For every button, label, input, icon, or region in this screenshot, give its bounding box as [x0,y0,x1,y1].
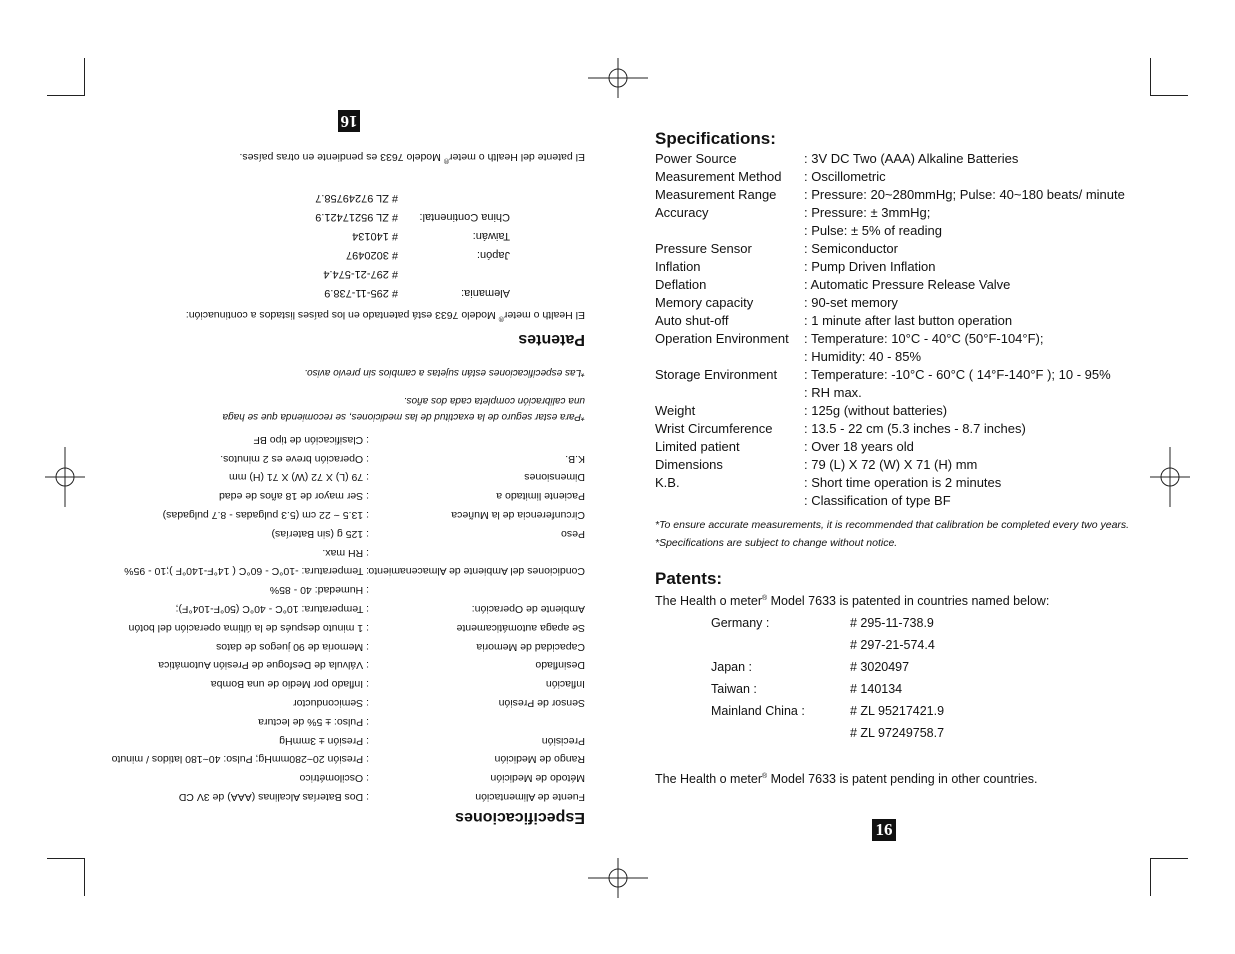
spec-row [95,656,585,675]
patent-row [95,207,585,226]
spec-label: Accuracy [655,205,709,220]
change-notice-es: *Las especificaciones están sujetas a cambios sin previo aviso. [304,367,585,379]
spec-label [369,580,585,599]
patent-row [655,634,1215,656]
spec-value: : Memoria de 90 juegos de datos [216,640,369,653]
spec-label: Inflación [545,678,585,691]
spec-value: : Operación breve es 2 minutos. [220,452,369,465]
spec-label: Operation Environment [655,331,789,346]
spec-label: Deflation [655,277,707,292]
spec-label: Sensor de Presión [498,697,585,710]
specifications-list [655,150,1215,510]
spec-row [655,438,1215,456]
spec-value: : Temperature: 10°C - 40°C (50°F-104°F); [804,331,1044,346]
specifications-title: Specifications: [655,129,776,148]
patent-country: China Continental: [419,211,510,224]
spec-row [95,674,585,693]
patent-country: Taiwan : [711,682,757,696]
spec-label: Método de Medición [490,772,585,785]
spec-value: : Humidity: 40 - 85% [804,349,922,364]
spec-value: : Classification of type BF [804,493,951,508]
spec-row [655,258,1215,276]
spec-row [655,222,1215,240]
registration-mark-icon [588,848,648,908]
change-notice: *Specifications are subject to change without notice. [655,537,898,549]
spec-value: : Temperature: -10°C - 60°C ( 14°F-140°F ); 10 - 95% [804,367,1111,382]
patent-country: Japan : [711,660,753,674]
spec-row [655,330,1215,348]
spec-row [655,492,1215,510]
spec-label: Condiciones del Ambiente de Almacenamiento [368,565,585,578]
spec-value: : 90-set memory [804,295,898,310]
spec-row [655,474,1215,492]
patent-number: # 3020497 [850,660,910,674]
english-page [655,128,1215,788]
crop-mark [47,858,85,859]
crop-mark [1150,95,1188,96]
spec-value: : Over 18 years old [804,439,914,454]
spec-label: Circunferencia de la Muñeca [451,509,585,522]
patent-country [655,722,850,744]
patent-country: Alemania: [461,287,510,300]
crop-mark [1150,858,1151,896]
spec-label: Weight [655,403,696,418]
crop-mark [47,95,85,96]
crop-mark [1150,858,1188,859]
spec-label: Se apaga automáticamente [456,621,585,634]
patentes-list [95,188,585,302]
patent-pending-note: The Health o meter® Model 7633 is patent pending in other countries. [655,772,1038,786]
patentes-intro: El Health o meter® Modelo 7633 está patentado en los países listados a continuación: [185,309,585,322]
spec-row [655,402,1215,420]
patent-country [398,188,585,207]
spec-label: Measurement Method [655,169,782,184]
spec-row [655,312,1215,330]
spec-value: : Pulse: ± 5% of reading [804,223,942,238]
especificaciones-title: Especificaciones [455,809,585,826]
spec-row [655,204,1215,222]
spec-label: Dimensiones [524,471,585,484]
spec-row [655,294,1215,312]
spec-row [95,449,585,468]
spec-value: : Oscillometric [804,169,886,184]
spec-row [95,468,585,487]
spec-row [95,505,585,524]
spec-value: : Temperatura: 10°C - 40°C (50°F-104°F); [175,603,369,616]
spec-row [95,486,585,505]
patent-row [95,245,585,264]
spec-row [95,750,585,769]
spec-label: Power Source [655,151,737,166]
spec-value: : Humedad: 40 - 85% [269,584,369,597]
spec-value: : 1 minute after last button operation [804,313,1013,328]
spec-row [95,580,585,599]
spec-label [369,430,585,449]
patent-number: # 295-11-738.9 [324,287,398,300]
spec-row [655,348,1215,366]
spec-label [369,712,585,731]
spec-label [655,222,804,240]
patent-number: # ZL 97249758.7 [850,726,945,740]
spec-row [655,420,1215,438]
especificaciones-list [95,430,585,806]
spec-value: : 3V DC Two (AAA) Alkaline Batteries [804,151,1019,166]
calibration-note-es: *Para estar seguro de la exactitud de las mediciones, se recomienda que se haga [222,411,585,423]
spec-label: Precisión [541,734,585,747]
spec-value: : Temperatura: -10°C - 60°C ( 14°F-140°F );10 - 95% [124,565,369,578]
spec-row [95,637,585,656]
spec-value: : 79 (L) X 72 (W) X 71 (H) mm [804,457,978,472]
spec-row [95,693,585,712]
spec-label [369,543,585,562]
patents-list [655,612,1215,744]
patents-intro: The Health o meter® Model 7633 is patented in countries named below: [655,594,1050,608]
spec-label: Capacidad de Memoria [476,640,585,653]
patent-row [655,656,1215,678]
patent-country [398,264,585,283]
spec-value: : RH max. [322,546,369,559]
patent-number: # 297-21-574.4 [850,638,935,652]
patent-country: Japón: [476,249,510,262]
spec-label: Paciente limitado a [496,490,585,503]
spec-label: Fuente de Alimentación [475,791,585,803]
spec-row [95,731,585,750]
spec-label [655,384,804,402]
patent-number: # 295-11-738.9 [850,616,934,630]
calibration-note: *To ensure accurate measurements, it is recommended that calibration be completed every two years. [655,519,1130,531]
spec-label: K.B. [565,452,585,465]
spec-value: : Pressure: ± 3mmHg; [804,205,931,220]
spec-value: : 125 g (sin Baterías) [271,527,369,540]
spec-row [655,384,1215,402]
spec-label: Dimensions [655,457,723,472]
spec-value: : 1 minuto después de la última operación del botón [128,621,369,634]
spec-label: Auto shut-off [655,313,729,328]
spec-row [95,543,585,562]
page-number-es: 16 [338,110,360,132]
spec-value: : Inflado por Medio de una Bomba [210,678,369,691]
spec-value: : Clasificación de tipo BF [253,433,369,446]
spec-value: : Dos Baterías Alcalinas (AAA) de 3V CD [178,791,369,803]
spec-label: K.B. [655,475,680,490]
spec-row [655,168,1215,186]
spec-value: : Semiconductor [804,241,898,256]
spec-value: : Presión ± 3mmHg [279,734,369,747]
spec-row [95,712,585,731]
spec-label: Ambiente de Operación: [471,603,585,616]
spec-row [655,276,1215,294]
patent-row [655,700,1215,722]
crop-mark [1150,58,1151,96]
patent-number: # ZL 95217421.9 [850,704,945,718]
spec-label: Limited patient [655,439,740,454]
spec-row [95,787,585,806]
patent-number: # 140134 [850,682,903,696]
patent-row [95,264,585,283]
spec-value: : Automatic Pressure Release Valve [804,277,1011,292]
spec-label: Desinflado [535,659,585,672]
patent-row [655,612,1215,634]
page-number: 16 [872,819,896,841]
patent-number: # 297-21-574.4 [323,268,398,281]
patent-row [655,678,1215,700]
patent-row [655,722,1215,744]
spec-row [95,562,585,581]
spec-label: Inflation [655,259,701,274]
spec-row [95,768,585,787]
spec-label: Wrist Circumference [655,421,773,436]
spec-value: : RH max. [804,385,862,400]
patent-country: Germany : [711,616,770,630]
spanish-page [85,100,605,830]
spec-value: : Short time operation is 2 minutes [804,475,1002,490]
spec-row [655,186,1215,204]
spec-value: : Pulso: ± 5% de lectura [258,715,369,728]
patent-country: Taiwán: [472,230,510,243]
spec-row [95,524,585,543]
spec-label [655,348,804,366]
spec-value: : 125g (without batteries) [804,403,948,418]
spec-row [655,240,1215,258]
spec-row [655,456,1215,474]
patent-number: # 3020497 [346,249,398,262]
calibration-note-es-cont: una calibración completa cada dos años. [403,395,585,407]
spec-row [95,618,585,637]
spec-row [95,599,585,618]
patent-number: # ZL 95217421.9 [315,211,398,224]
spec-label: Rango de Medición [494,753,585,766]
spec-label: Storage Environment [655,367,778,382]
spec-label: Pressure Sensor [655,241,752,256]
patent-country [655,634,850,656]
spec-value: : Semiconductor [293,697,369,710]
spec-label: Measurement Range [655,187,777,202]
patents-title: Patents: [655,569,723,588]
patent-row [95,188,585,207]
patent-number: # 140134 [352,230,398,243]
spec-value: : Válvula de Desfogue de Presión Automática [158,659,369,672]
patent-country: Mainland China : [711,704,805,718]
patent-number: # ZL 97249758.7 [315,192,398,205]
spec-label: Memory capacity [655,295,754,310]
patentes-title: Patentes [518,331,585,349]
crop-mark [84,858,85,896]
registration-mark-icon [588,48,648,108]
spec-value: : Ser mayor de 18 años de edad [218,490,369,503]
patent-row [95,226,585,245]
spec-row [655,366,1215,384]
spec-row [95,430,585,449]
spec-label [655,492,804,510]
spec-label: Peso [561,527,585,540]
spec-value: : Pump Driven Inflation [804,259,936,274]
spec-value: : Oscilométrico [299,772,369,785]
patent-row [95,283,585,302]
spec-row [655,150,1215,168]
spec-value: : Pressure: 20~280mmHg; Pulse: 40~180 beats/ minute [804,187,1125,202]
spec-value: : 13.5 - 22 cm (5.3 inches - 8.7 inches) [804,421,1026,436]
spec-value: : Presión 20~280mmHg; Pulso: 40~180 latidos / minuto [111,753,369,766]
patent-pending-note-es: El patente del Health o meter® Modelo 7633 es pendiente en otras países. [239,151,585,164]
crop-mark [84,58,85,96]
spec-value: : 79 (L) X 72 (W) X 71 (H) mm [228,471,369,484]
spec-value: : 13.5 ~ 22 cm (5.3 pulgadas - 8.7 pulgadas) [162,509,369,522]
